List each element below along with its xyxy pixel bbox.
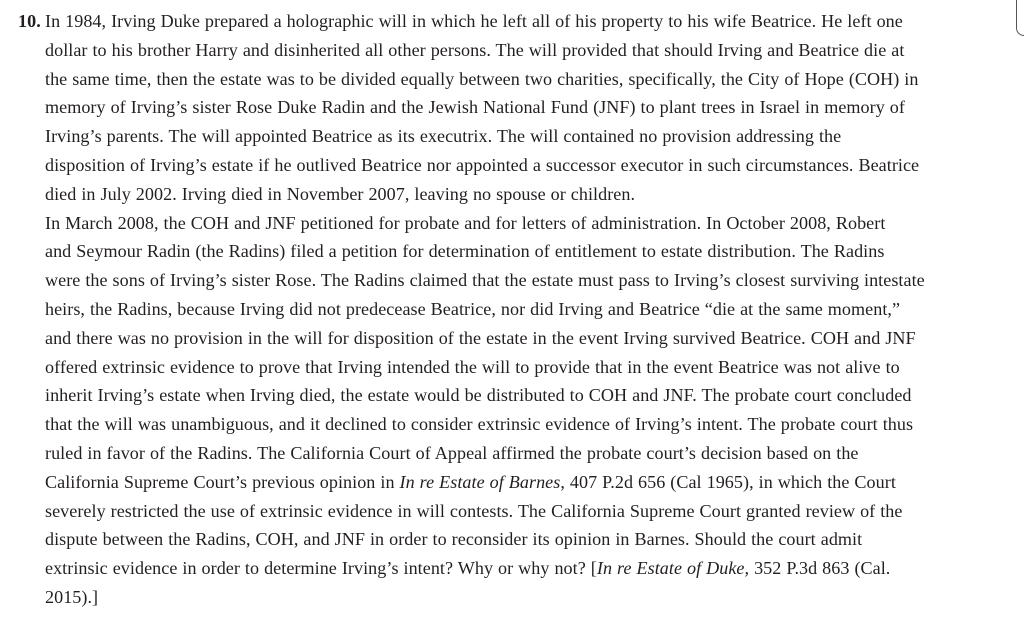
text-line: In 1984, Irving Duke prepared a holographic will in which he left all of his property to his wife Beatrice. He left one bbox=[45, 11, 903, 31]
text-line: dollar to his brother Harry and disinherited all other persons. The will provided that should Irving and Beatrice die at bbox=[45, 39, 905, 60]
text-line: ruled in favor of the Radins. The California Court of Appeal affirmed the probate court’s decision based on the bbox=[45, 442, 859, 463]
text-line: heirs, the Radins, because Irving did not predecease Beatrice, nor did Irving and Beatrice “die at the same moment,” bbox=[45, 298, 901, 319]
text-line: memory of Irving’s sister Rose Duke Radin and the Jewish National Fund (JNF) to plant trees in Israel in memory of bbox=[45, 97, 905, 118]
case-name-duke: In re Estate of Duke, bbox=[596, 558, 750, 579]
paragraph-facts bbox=[45, 7, 1003, 209]
text-line: and Seymour Radin (the Radins) filed a petition for determination of entitlement to estate distribution. The Radins bbox=[45, 241, 885, 262]
text-line: were the sons of Irving’s sister Rose. The Radins claimed that the estate must pass to Irving’s closest surviving intestate bbox=[45, 270, 925, 291]
text-line: dispute between the Radins, COH, and JNF in order to reconsider its opinion in Barnes. Should the court admit bbox=[45, 529, 863, 550]
text-fragment: , 407 P.2d 656 (Cal 1965), in which the Court bbox=[560, 471, 896, 492]
page-edge-bracket bbox=[1016, 0, 1024, 36]
text-line: In March 2008, the COH and JNF petitioned for probate and for letters of administration. In October 2008, Robert bbox=[45, 212, 886, 233]
text-fragment: 352 P.3d 863 (Cal. bbox=[749, 558, 891, 579]
text-line: died in July 2002. Irving died in November 2007, leaving no spouse or children. bbox=[45, 183, 636, 204]
text-line: the same time, then the estate was to be divided equally between two charities, specifically, the City of Hope (COH) in bbox=[45, 68, 919, 89]
text-line: and there was no provision in the will for disposition of the estate in the event Irving survived Beatrice. COH and JNF bbox=[45, 327, 916, 348]
text-line: severely restricted the use of extrinsic evidence in will contests. The California Supreme Court granted review of the bbox=[45, 500, 903, 521]
question-number: 10. bbox=[18, 11, 41, 31]
question-10 bbox=[18, 7, 1003, 612]
text-fragment: extrinsic evidence in order to determine Irving’s intent? Why or why not? [ bbox=[45, 558, 597, 579]
text-line: 2015).] bbox=[45, 586, 99, 607]
text-line: Irving’s parents. The will appointed Beatrice as its executrix. The will contained no provision addressing the bbox=[45, 126, 842, 147]
paragraph-procedure bbox=[45, 209, 1003, 612]
text-line-barnes-citation bbox=[45, 468, 1003, 497]
text-line-duke-citation bbox=[45, 554, 1003, 583]
case-name-barnes: In re Estate of Barnes bbox=[399, 471, 561, 492]
text-line: offered extrinsic evidence to prove that Irving intended the will to provide that in the event Beatrice was not alive to bbox=[45, 356, 900, 377]
text-line: disposition of Irving’s estate if he outlived Beatrice nor appointed a successor executor in such circumstances. Beatrice bbox=[45, 154, 920, 175]
text-line: that the will was unambiguous, and it declined to consider extrinsic evidence of Irving’s intent. The probate court thus bbox=[45, 414, 914, 435]
text-fragment: California Supreme Court’s previous opinion in bbox=[45, 471, 400, 492]
text-line: inherit Irving’s estate when Irving died, the estate would be distributed to COH and JNF. The probate court concluded bbox=[45, 385, 912, 406]
